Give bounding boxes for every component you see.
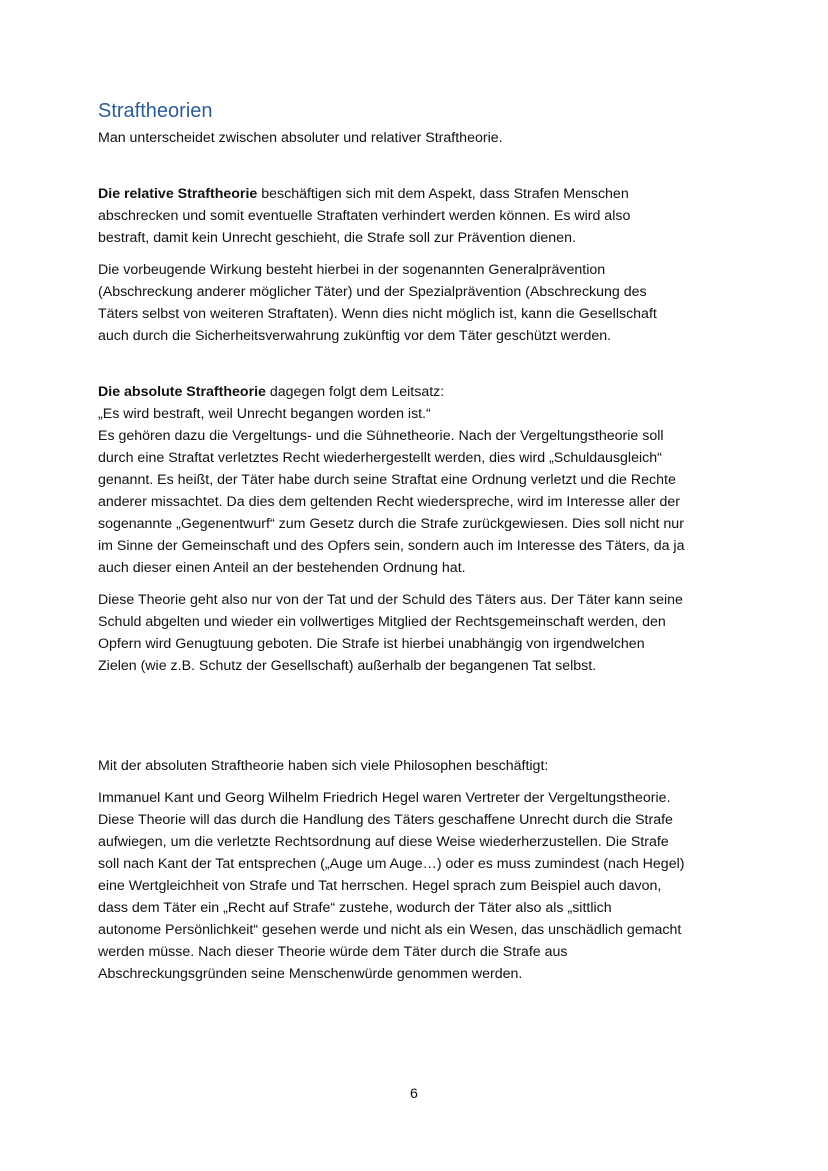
paragraph-line: Es gehören dazu die Vergeltungs- und die Sühnetheorie. Nach der Vergeltungstheorie soll bbox=[98, 428, 664, 444]
paragraph-line: Opfern wird Genugtuung geboten. Die Strafe ist hierbei unabhängig von irgendwelchen bbox=[98, 636, 645, 652]
intro-text: Man unterscheidet zwischen absoluter und relativer Straftheorie. bbox=[98, 130, 503, 146]
document-page bbox=[98, 98, 738, 985]
paragraph-line: eine Wertgleichheit von Strafe und Tat herrschen. Hegel sprach zum Beispiel auch davon, bbox=[98, 878, 662, 894]
paragraph-line: anderer missachtet. Da dies dem geltenden Recht wiederspreche, wird im Interesse aller der bbox=[98, 494, 680, 510]
paragraph-line: bestraft, damit kein Unrecht geschieht, die Strafe soll zur Prävention dienen. bbox=[98, 230, 576, 246]
spacer bbox=[98, 677, 738, 755]
paragraph-line: Immanuel Kant und Georg Wilhelm Friedrich Hegel waren Vertreter der Vergeltungstheorie. bbox=[98, 790, 671, 806]
relative-theory-paragraph-1 bbox=[98, 183, 738, 249]
paragraph-line: Schuld abgelten und wieder ein vollwertiges Mitglied der Rechtsgemeinschaft werden, den bbox=[98, 614, 666, 630]
paragraph-line: Zielen (wie z.B. Schutz der Gesellschaft) außerhalb der begangenen Tat selbst. bbox=[98, 658, 597, 674]
page-heading: Straftheorien bbox=[98, 100, 213, 122]
spacer bbox=[98, 249, 738, 259]
spacer bbox=[98, 579, 738, 589]
paragraph-line: im Sinne der Gemeinschaft und des Opfers sein, sondern auch im Interesse des Täters, da ja bbox=[98, 538, 685, 554]
page-number: 6 bbox=[410, 1086, 418, 1102]
paragraph-line: (Abschreckung anderer möglicher Täter) und der Spezialprävention (Abschreckung des bbox=[98, 284, 647, 300]
absolute-theory-paragraph-1 bbox=[98, 381, 738, 579]
philosophers-intro: Mit der absoluten Straftheorie haben sich viele Philosophen beschäftigt: bbox=[98, 758, 549, 774]
absolute-theory-paragraph-2 bbox=[98, 589, 738, 677]
spacer bbox=[98, 149, 738, 183]
paragraph-line: sogenannte „Gegenentwurf“ zum Gesetz durch die Strafe zurückgewiesen. Dies soll nicht nur bbox=[98, 516, 684, 532]
paragraph-line: werden müsse. Nach dieser Theorie würde dem Täter durch die Strafe aus bbox=[98, 944, 568, 960]
spacer bbox=[98, 347, 738, 381]
paragraph-line: auch durch die Sicherheitsverwahrung zukünftig vor dem Täter geschützt werden. bbox=[98, 328, 612, 344]
relative-theory-term: Die relative Straftheorie bbox=[98, 186, 258, 202]
paragraph-line: Abschreckungsgründen seine Menschenwürde genommen werden. bbox=[98, 966, 523, 982]
philosophers-paragraph bbox=[98, 787, 738, 985]
paragraph-line: aufwiegen, um die verletzte Rechtsordnung auf diese Weise wiederherzustellen. Die Strafe bbox=[98, 834, 669, 850]
paragraph-line: Diese Theorie geht also nur von der Tat und der Schuld des Täters aus. Der Täter kann seine bbox=[98, 592, 683, 608]
paragraph-line: autonome Persönlichkeit“ gesehen werde und nicht als ein Wesen, das unschädlich gemacht bbox=[98, 922, 682, 938]
paragraph-line: Die absolute Straftheorie dagegen folgt dem Leitsatz: bbox=[98, 384, 445, 400]
paragraph-line: abschrecken und somit eventuelle Straftaten verhindert werden können. Es wird also bbox=[98, 208, 631, 224]
paragraph-line: genannt. Es heißt, der Täter habe durch seine Straftat eine Ordnung verletzt und die Rechte bbox=[98, 472, 676, 488]
paragraph-line: auch dieser einen Anteil an der bestehenden Ordnung hat. bbox=[98, 560, 466, 576]
paragraph-line: dass dem Täter ein „Recht auf Strafe“ zustehe, wodurch der Täter also als „sittlich bbox=[98, 900, 612, 916]
paragraph-line: Täters selbst von weiteren Straftaten). Wenn dies nicht möglich ist, kann die Gesellschaft bbox=[98, 306, 657, 322]
paragraph-line: Diese Theorie will das durch die Handlung des Täters geschaffene Unrecht durch die Strafe bbox=[98, 812, 673, 828]
relative-theory-paragraph-2 bbox=[98, 259, 738, 347]
paragraph-line: Die relative Straftheorie beschäftigen sich mit dem Aspekt, dass Strafen Menschen bbox=[98, 186, 629, 202]
spacer bbox=[98, 777, 738, 787]
absolute-theory-term: Die absolute Straftheorie bbox=[98, 384, 266, 400]
paragraph-line: soll nach Kant der Tat entsprechen („Auge um Auge…) oder es muss zumindest (nach Hegel) bbox=[98, 856, 685, 872]
paragraph-line: Die vorbeugende Wirkung besteht hierbei in der sogenannten Generalprävention bbox=[98, 262, 606, 278]
paragraph-line: durch eine Straftat verletztes Recht wiederhergestellt werden, dies wird „Schuldausgleich“ bbox=[98, 450, 662, 466]
paragraph-line: „Es wird bestraft, weil Unrecht begangen worden ist.“ bbox=[98, 406, 431, 422]
